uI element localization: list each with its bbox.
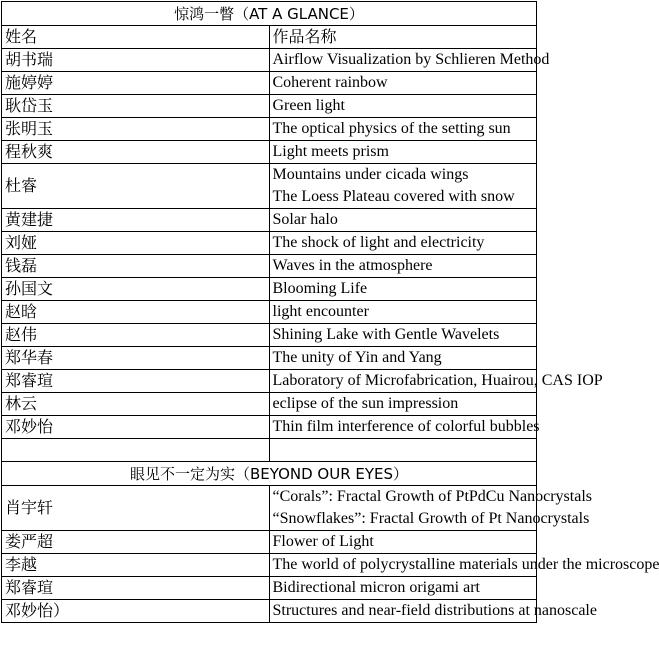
table-row: [2, 209, 537, 232]
blank-cell: [2, 439, 270, 462]
table-row: [2, 486, 537, 531]
table-row: [2, 324, 537, 347]
table-row: [2, 577, 537, 600]
works-table: [1, 1, 659, 623]
author-name: 肖宇轩: [2, 486, 270, 531]
table-row: [2, 232, 537, 255]
author-name: 胡书瑞: [2, 49, 270, 72]
work-title-cell: [269, 232, 537, 255]
work-title: The Loess Plateau covered with snow: [272, 188, 515, 205]
header-work: 作品名称: [269, 26, 537, 49]
work-title-cell: [269, 600, 597, 623]
author-name: 郑睿瑄: [2, 370, 270, 393]
work-title: Airflow Visualization by Schlieren Method: [272, 51, 550, 68]
work-title-cell: [269, 209, 537, 232]
table-header-row: [2, 26, 537, 49]
work-title-cell: [269, 347, 537, 370]
work-title: Flower of Light: [272, 533, 374, 550]
author-name: 赵晗: [2, 301, 270, 324]
author-name: 刘娅: [2, 232, 270, 255]
table-row: [2, 554, 537, 577]
author-name: 黄建捷: [2, 209, 270, 232]
work-title-cell: [269, 393, 537, 416]
section-title-beyond-our-eyes: 眼见不一定为实（BEYOND OUR EYES）: [2, 462, 537, 486]
work-title: Bidirectional micron origami art: [272, 579, 480, 596]
table-row: [2, 416, 537, 439]
table-row: [2, 301, 537, 324]
work-title: Shining Lake with Gentle Wavelets: [272, 326, 500, 343]
work-title-cell: [269, 554, 659, 577]
work-title: Thin film interference of colorful bubbles: [272, 418, 540, 435]
table-row: [2, 255, 537, 278]
author-name: 孙国文: [2, 278, 270, 301]
author-name: 钱磊: [2, 255, 270, 278]
work-title: Structures and near-field distributions at nanoscale: [272, 602, 597, 619]
work-title-cell: [269, 324, 537, 347]
table-row: [2, 49, 537, 72]
work-title-cell: [269, 95, 537, 118]
table-row: [2, 95, 537, 118]
blank-cell: [269, 439, 537, 462]
table-row: [2, 370, 537, 393]
work-title: Laboratory of Microfabrication, Huairou, CAS IOP: [272, 372, 603, 389]
author-name: 郑睿瑄: [2, 577, 270, 600]
work-title: Blooming Life: [272, 280, 368, 297]
work-title: The optical physics of the setting sun: [272, 120, 511, 137]
table-row: [2, 393, 537, 416]
work-title-cell: [269, 141, 537, 164]
section-title-row: [2, 2, 537, 26]
author-name: 赵伟: [2, 324, 270, 347]
work-title: “Corals”: Fractal Growth of PtPdCu Nanocrystals: [272, 488, 592, 505]
author-name: 娄严超: [2, 531, 270, 554]
header-name: 姓名: [2, 26, 270, 49]
work-title: light encounter: [272, 303, 369, 320]
blank-row: [2, 439, 537, 462]
work-title: Light meets prism: [272, 143, 389, 160]
author-name: 邓妙怡）: [2, 600, 270, 623]
table-row: [2, 531, 537, 554]
work-title: eclipse of the sun impression: [272, 395, 459, 412]
work-title-cell: [269, 118, 537, 141]
author-name: 耿岱玉: [2, 95, 270, 118]
author-name: 郑华春: [2, 347, 270, 370]
work-title-cell: [269, 486, 592, 531]
author-name: 李越: [2, 554, 270, 577]
work-title: The unity of Yin and Yang: [272, 349, 442, 366]
table-row: [2, 164, 537, 209]
table-row: [2, 278, 537, 301]
work-title: Mountains under cicada wings: [272, 166, 469, 183]
work-title-cell: [269, 370, 603, 393]
author-name: 杜睿: [2, 164, 270, 209]
table-row: [2, 347, 537, 370]
work-title-cell: [269, 278, 537, 301]
table-row: [2, 141, 537, 164]
work-title: Green light: [272, 97, 345, 114]
work-title: “Snowflakes”: Fractal Growth of Pt Nanocrystals: [272, 510, 590, 527]
table-row: [2, 118, 537, 141]
work-title-cell: [269, 301, 537, 324]
table-row: [2, 72, 537, 95]
section-title-at-a-glance: 惊鸿一瞥（AT A GLANCE）: [2, 2, 537, 26]
author-name: 邓妙怡: [2, 416, 270, 439]
work-title: The shock of light and electricity: [272, 234, 485, 251]
author-name: 张明玉: [2, 118, 270, 141]
work-title: The world of polycrystalline materials under the microscope: [272, 556, 659, 573]
work-title-cell: [269, 255, 537, 278]
author-name: 林云: [2, 393, 270, 416]
work-title-cell: [269, 531, 537, 554]
section-title-row: [2, 462, 537, 486]
work-title-cell: [269, 49, 550, 72]
author-name: 程秋爽: [2, 141, 270, 164]
work-title-cell: [269, 72, 537, 95]
work-title: Solar halo: [272, 211, 338, 228]
work-title: Coherent rainbow: [272, 74, 388, 91]
work-title-cell: [269, 416, 540, 439]
work-title: Waves in the atmosphere: [272, 257, 433, 274]
work-title-cell: [269, 164, 537, 209]
author-name: 施婷婷: [2, 72, 270, 95]
table-row: [2, 600, 537, 623]
work-title-cell: [269, 577, 537, 600]
